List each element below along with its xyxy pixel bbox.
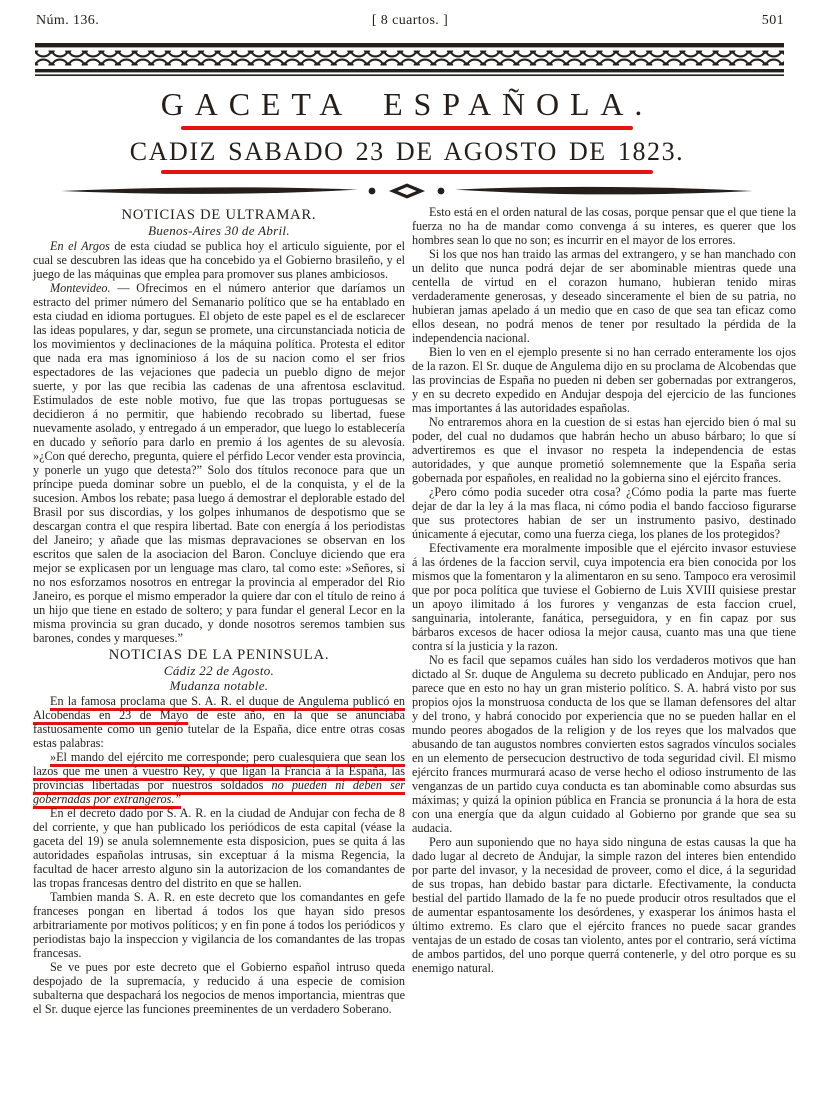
text-segment: Esto está en el orden natural de las cosas, porque pensar que el que tiene la fuerza no ha de mandar como convenga á su interes, es querer que los hombres sean lo que no son; es incurrir en el mayor de los errores. [412,205,796,247]
text-segment: En el decreto dado por S. A. R. en la ciudad de Andujar con fecha de 8 del corriente, y que han publicado los periódicos de esta capital (véase la gaceta del 19) se anula solemnemente esta disposicion, pues se quita á las autoridades españolas intrusas, sin exceptuar á la misma Regencia, la facultad de hacer arresto alguno sin la autorizacion de los comandantes de las tropas francesas dentro del distrito en que se hallen. [33,806,405,890]
title-red-underline [181,126,633,130]
section-dateline: Buenos-Aires 30 de Abril. [148,223,290,238]
body-paragraph [33,694,405,750]
body-paragraph [412,345,796,415]
red-underlined-text: »El mando del ejército me corresponde; pero cualesquiera que sean los lazos que me unen á vuestro Rey, y que ligan la Francia á la España, las provincias libertadas por nuestros soldados [33,750,405,792]
section-dateline: Mudanza notable. [169,678,269,693]
chain-border-icon [35,43,784,79]
body-paragraph [412,485,796,541]
masthead-dateline: CADIZ SABADO 23 DE AGOSTO DE 1823. [129,137,685,166]
page-number: 501 [761,13,784,28]
section-heading: NOTICIAS DE LA PENINSULA. [108,647,330,663]
text-segment: Si los que nos han traido las armas del extrangero, y se han manchado con un delito que nunca podrá dejar de ser abominable mientras quede una centella de virtud en el corazon humano, hubieran tenido miras verdaderamente generosas, y deseado sinceramente el bien de su patria, no hubieran jamas apelado á un medio que en caso de que sea tan eficaz como ellos desean, no podrá menos de tener por resultado la pérdida de la independencia nacional. [412,247,796,345]
body-paragraph [412,205,796,247]
text-segment: ¿Pero cómo podia suceder otra cosa? ¿Cómo podia la parte mas fuerte dejar de dar la ley á la mas flaca, ni cómo podia el bando faccioso figurarse que sus protectores habian de ser un instrumento pasivo, destinado únicamente á ejecutar, como una fuerza ciega, los planes de los protegidos? [412,485,796,541]
text-segment: de este año, en la que se anunciaba fastuosamente como un genio tutelar de la España, dice entre otras cosas estas palabras: [33,708,405,750]
header-divider-ornament [57,181,757,201]
price-label: [ 8 cuartos. ] [371,13,449,28]
masthead-title: GACETA ESPAÑOLA. [160,86,654,122]
text-segment: Pero aun suponiendo que no haya sido ninguna de estas causas la que ha dado lugar al decreto de Andujar, la simple razon del interes bien entendido por parte del invasor, y la necesidad de proveer, como el dice, á la seguridad de sus tropas, han debido bastar para dictarle. Efectivamente, la conducta bestial del partido llamado de la fe no puede producir otros resultados que el de aumentar espantosamente los desórdenes, y exasperar los ánimos hasta el último extremo. Es claro que el ejército frances no puede sacar grandes ventajas de un estado de cosas tan violento, antes por el contrario, será víctima de ambos partidos, del uno porque querrá contenerle, y del otro porque es su enemigo natural. [412,835,796,975]
body-paragraph [412,653,796,835]
body-paragraph [33,750,405,806]
text-segment: No es facil que sepamos cuáles han sido los verdaderos motivos que han dictado al Sr. duque de Angulema su decreto publicado en Andujar, pero nos parece que en esto no hay un gran misterio político. S. A. habrá visto por sus propios ojos la monstruosa conducta de los que se llaman defensores del altar y del trono, y habrá conocido por experiencia que no se pueden hallar en el mundo peores abogados de la religion y de los reyes que los malvados que abusando de tan augustos nombres convierten estos sagrados vínculos sociales en un elemento de persecucion destructivo de toda seguridad civil. El mismo ejército frances murmurará acaso de verse hecho el odioso instrumento de las venganzas de un partido cuya conducta es tan abominable como absurdas sus máximas; y quizá la opinion pública en Francia se pronuncia á la hora de esta con una energía que da algun cuidado al Gobierno por grande que sea su audacia. [412,653,796,835]
body-paragraph [412,415,796,485]
section-dateline: Cádiz 22 de Agosto. [163,663,275,678]
divider-rule-icon [57,181,757,201]
body-paragraph [33,806,405,890]
text-segment: Efectivamente era moralmente imposible que el ejército invasor estuviese á las órdenes de la faccion servil, cuya impotencia era bien conocida por los mismos que la fomentaron y la alimentaron en su seno. Tampoco era verosimil que por poca política que tuviese el Gobierno de Luis XVIII quisiese prestar un apoyo ilimitado á los furores y venganzas de esta faccion cruel, sanguinaria, intolerante, fanática, perseguidora, y en fin capaz por sus bárbaros excesos de hacer odiosa la mejor causa, cuanto mas una que tiene contra sí la justicia y la razon. [412,541,796,653]
chain-border-ornament [35,43,784,79]
body-paragraph [33,960,405,1016]
text-segment: Se ve pues por este decreto que el Gobierno español intruso queda despojado de la supremacía, y reducido á una especie de comision subalterna que despachará los negocios de menos importancia, mientras que el Sr. duque ejerce las funciones preeminentes de un verdadero Soberano. [33,960,405,1016]
issue-number: Núm. 136. [36,13,100,28]
dateline-red-underline [161,170,653,174]
red-underlined-text: no pueden ni deben ser gobernadas por extrangeros.” [33,778,405,806]
right-column [412,205,796,975]
body-paragraph [412,835,796,975]
text-segment: — Ofrecimos en el número anterior que daríamos un estracto del primer número del Semanario político que se ha entablado en esta ciudad en idioma portugues. El objeto de este papel es el de esclarecer las ideas populares, y dar, segun se promete, una circunstanciada noticia de los movimientos y declinaciones de la máquina política. Protesta el editor que nada era mas ignominioso á los de su nacion como el ser frios espectadores de las vejaciones que padecia un pueblo digno de mejor suerte, y por las que recibia las cadenas de una afrentosa esclavitud. Estimulados de este noble motivo, fue que las tropas portuguesas se decidieron á no permitir, que habiendo recobrado su libertad, fuese nuevamente asolado, y entregado á un emperador, que luego lo establecería en ducado y señorío para darlo en premio á los agentes de su alevosía. »¿Con qué derecho, pregunta, quiere el pérfido Lecor vender esta provincia, y ponerle un yugo que detesta?” Solo dos títulos reconoce para que un príncipe pueda dominar sobre un pueblo, el de la conquista, y el de la sucesion. Ambos los rebate; pasa luego á demostrar el deplorable estado del Brasil por sus discordias, y los golpes inhumanos de despotismo que se descargan contra el que respira libertad. Bate con energía á los periodistas del Janeiro; y añade que las mismas depravaciones se observan en los escritos que salen de la asociacion del Baron. Concluye diciendo que era mejor se explicasen por un lenguage mas claro, tal como este: »Señores, si no nos esforzamos nosotros en entregar la provincia al emperador del Rio Janeiro, es porque el mismo emperador la quiere dar con el título de reino á un hijo que tiene en estado de soltero; y para fundar el general Lecor en la misma provincia su gran ducado, y donde nosotros seremos tambien sus barones, condes y marqueses.” [33,281,405,645]
body-paragraph [33,281,405,645]
body-paragraph [33,890,405,960]
page-header [36,13,784,29]
body-paragraph [33,239,405,281]
body-paragraph [412,247,796,345]
section-heading: NOTICIAS DE ULTRAMAR. [121,207,317,223]
text-segment: No entraremos ahora en la cuestion de si estas han ejercido bien ó mal su poder, del cual no dudamos que habrán hecho un abuso bárbaro; lo que sí advertiremos es que el invasor no respeta la independencia de estas autoridades, y que aunque prometió solemnemente que la España seria gobernada por españoles, en realidad no la gobierna sino el ejército frances. [412,415,796,485]
left-column [33,205,405,1016]
text-segment: Tambien manda S. A. R. en este decreto que los comandantes en gefe franceses pongan en libertad á todos los que hayan sido presos arbitrariamente por motivos políticos; y en fin pone á todos los periódicos y periodistas bajo la inspeccion y vigilancia de los comandantes de las tropas francesas. [33,890,405,960]
text-segment: Bien lo ven en el ejemplo presente si no han cerrado enteramente los ojos de la razon. El Sr. duque de Angulema dijo en su proclama de Alcobendas que las provincias de España no pueden ni deben ser gobernadas por extrangeros, y en su decreto expedido en Andujar despoja del ejercicio de las funciones mas importantes á las autoridades españolas. [412,345,796,415]
text-segment: En el Argos [50,239,110,253]
red-underlined-text: En la famosa proclama que S. A. R. el duque de Angulema publicó en Alcobendas en 23 de Mayo [33,694,405,722]
body-paragraph [412,541,796,653]
text-segment: Montevideo. [50,281,111,295]
text-segment: de esta ciudad se publica hoy el articulo siguiente, por el cual se descubren las ideas que ha concebido ya el Gobierno brasileño, y el juego de las máquinas que emplea para promover sus planes ambiciosos. [33,239,405,281]
